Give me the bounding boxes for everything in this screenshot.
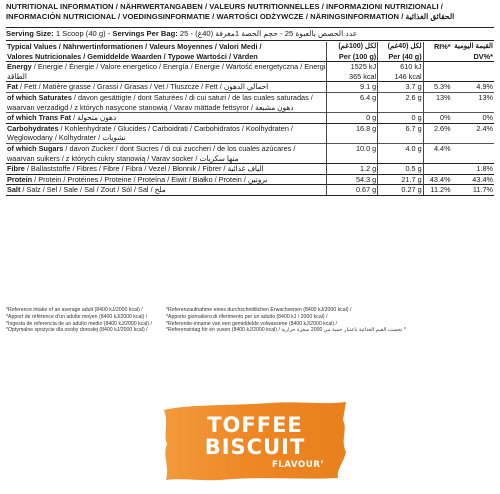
per100-value: 1.2 g (360, 164, 377, 174)
per40-cell (378, 62, 423, 82)
table-row (6, 92, 494, 112)
note-right-1: *Referenzaufnahme eines durchschnittlichen Erwachsenen (8400 kJ/2000 kcal) / (166, 307, 352, 313)
per40-value: 146 kcal (394, 71, 422, 81)
per40-cell (378, 143, 423, 163)
header-line-2: INFORMACIÓN NUTRICIONAL / VOEDINGSINFORMATIE / WARTOŚCI ODŻYWCZE / NÄRINGSINFORMATION / الحقائق الغذائية (6, 12, 455, 21)
table-row (6, 174, 494, 185)
per40-cell (378, 185, 423, 196)
per100-value: 16.8 g (355, 123, 377, 133)
serving-info (6, 27, 494, 41)
nutrient-translations-extra: waarvan verzadigd / z których nasycone stanowią / Varav mättade fettsyror / دهون مشبعة (7, 102, 294, 112)
note-left-1: *Reference intake of an average adult (8400 kJ/2000 kcal) / (6, 307, 143, 313)
nutrient-translations: / davon Zucker / dont Sucres / di cui zuccheri / de los cuales azúcares / (63, 143, 296, 153)
column-header-per40: لكل (40غم) Per (40 g) (378, 42, 423, 62)
per100-cell (327, 82, 378, 93)
per40-cell (378, 113, 423, 124)
table-row (6, 123, 494, 143)
nutrient-translations-extra: Węglowodany / Kolhydrater / نشويات (7, 133, 126, 143)
per100-cell (327, 174, 378, 185)
ri-percent: 5.3% (423, 82, 451, 93)
nutrient-translations: / Fett / Matière grasse / Grassi / Grasas / Vet / Tłuszcze / Fett / احمالي الدهون (17, 82, 269, 92)
column-header-ri: RI%* (423, 42, 451, 62)
nutrient-name-cell (6, 164, 327, 175)
nutrient-name-cell (6, 123, 327, 143)
dv-percent: 1.8% (452, 164, 494, 175)
per40-cell (378, 92, 423, 112)
per40-cell (378, 123, 423, 143)
nutrient-name: Fibre (7, 164, 25, 174)
nutrient-name-cell (6, 113, 327, 124)
nutrient-name: Protein (7, 174, 33, 184)
nutrient-name: Energy (7, 62, 32, 72)
per40-cell (378, 164, 423, 175)
nutrient-name: of which Trans Fat (7, 113, 72, 123)
servings-per-bag-value: 25 - عدد الحصص بالعبوة 25 - حجم الحصة 1مغرفة (40غ) (179, 29, 358, 38)
dv-percent (452, 143, 494, 163)
note-right-3: *Referentie-inname van een gemiddelde volwassene (8400 kJ/2000 kcal) / (166, 320, 338, 327)
per100-value: 0 g (366, 113, 377, 123)
per100-cell (327, 143, 378, 163)
ri-percent: 0% (423, 113, 451, 124)
reference-notes (6, 307, 494, 334)
ri-percent (423, 62, 451, 82)
header-line-1: NUTRITIONAL INFORMATION / NÄHRWERTANGABEN / VALEURS NUTRITIONNELLES / INFORMAZIONI NUTRIZIONALI / (6, 2, 443, 11)
nutrient-translations: / Kohlenhydrate / Glucides / Carboidrati / Carbohidratos / Koolhydraten / (58, 123, 293, 133)
table-row (6, 82, 494, 93)
dv-percent: 0% (452, 113, 494, 124)
note-right-2: *Apporto giornaliero di riferimento per un adulto (8400 kJ / 2000 kcal) / (166, 313, 328, 320)
per100-cell (327, 164, 378, 175)
per40-value: 0.5 g (405, 164, 422, 174)
serving-size-label: Serving Size: (6, 29, 54, 38)
per100-value: 365 kcal (349, 71, 377, 81)
ri-percent (423, 164, 451, 175)
flavour-name-line-1: TOFFEE (207, 413, 303, 437)
per100-value: 0.67 g (355, 185, 377, 195)
per40-value: 0 g (411, 113, 422, 123)
per40-cell (378, 174, 423, 185)
column-header-per100: لكل (100غم) Per (100 g) (327, 42, 378, 62)
nutrient-translations-extra: waarvan suikers / z których cukry stanowią / Varav socker / منها سكريات (7, 153, 239, 163)
per100-cell (327, 92, 378, 112)
nutrient-translations: / Ballaststoffe / Fibres / Fibre / Fibra / Vezel / Błonnik / Fibrer / الياف غذائية (24, 164, 264, 174)
flavour-badge (160, 400, 350, 482)
per40-value: 610 kJ (400, 62, 422, 72)
dv-percent: 11.7% (452, 185, 494, 196)
nutrition-table (6, 42, 494, 196)
nutrient-translations: / Energie / Énergie / Valore energetico / Energía / Energie / Wartość energetyczna / Energi (31, 62, 326, 72)
nutrient-name-cell (6, 174, 327, 185)
nutrient-name-cell (6, 143, 327, 163)
per40-value: 2.6 g (405, 92, 422, 102)
per100-value: 9.1 g (360, 82, 377, 92)
nutrient-name: Salt (7, 185, 21, 195)
per100-cell (327, 62, 378, 82)
per100-value: 6.4 g (360, 92, 377, 102)
table-row (6, 164, 494, 175)
dv-percent: 2.4% (452, 123, 494, 143)
nutrient-translations: / Salz / Sel / Sale / Sal / Zout / Sól / Sal / ملح (20, 185, 166, 195)
dv-percent: 43.4% (452, 174, 494, 185)
note-left-4: *Optymalne spożycie dla osoby dorosłej (8400 kJ/2000 kcal) / (6, 327, 148, 334)
nutrition-header (6, 2, 494, 22)
per100-value: 10.0 g (355, 143, 377, 153)
nutrient-name: of which Sugars (7, 143, 64, 153)
note-left-2: *Apport de référence d'un adulte moyen (8400 kJ/2000 kcal) / (6, 313, 148, 320)
per100-value: 1525 kJ (350, 62, 377, 72)
nutrient-translations: / davon gesättigte / dont Saturées / di cui saturi / de las cuales saturadas / (71, 92, 313, 102)
dv-percent: 4.9% (452, 82, 494, 93)
nutrient-translations: / دهون متحولة (71, 113, 117, 123)
serving-size-value: 1 Scoop (40 g) - (55, 29, 113, 38)
table-row (6, 62, 494, 82)
per40-value: 0.27 g (401, 185, 422, 195)
nutrient-name: of which Saturates (7, 92, 72, 102)
per100-value: 54.3 g (355, 174, 377, 184)
nutrient-name: Fat (7, 82, 18, 92)
nutrient-name-cell (6, 82, 327, 93)
table-row (6, 113, 494, 124)
nutrient-name-cell (6, 62, 327, 82)
ri-percent: 43.4% (423, 174, 451, 185)
flavour-name-line-2: BISCUIT (204, 435, 306, 459)
table-row (6, 185, 494, 196)
per40-value: 21.7 g (401, 174, 422, 184)
per40-cell (378, 82, 423, 93)
note-left-3: *Ingesta de referencia de un adulto medio (8400 kJ/2000 kcal) / (6, 320, 152, 327)
nutrient-name: Carbohydrates (7, 123, 59, 133)
nutrient-name-cell (6, 92, 327, 112)
nutrient-translations: / Protein / Protéines / Proteine / Proteína / Eiwit / Białko / Protein / بروتين (32, 174, 268, 184)
ri-percent: 4.4% (423, 143, 451, 163)
ri-percent: 11.2% (423, 185, 451, 196)
dv-percent: 13% (452, 92, 494, 112)
nutrient-translations-extra: الطاقة (7, 71, 27, 81)
per40-value: 3.7 g (405, 82, 422, 92)
nutrient-name-cell (6, 185, 327, 196)
flavour-label: FLAVOUR’ (272, 460, 325, 470)
nutrition-rows (6, 62, 494, 196)
per100-cell (327, 123, 378, 143)
ri-percent: 13% (423, 92, 451, 112)
per100-cell (327, 113, 378, 124)
table-header-row (6, 42, 494, 62)
ri-percent: 2.6% (423, 123, 451, 143)
table-row (6, 143, 494, 163)
column-header-values: Typical Values / Nährwertinformationen / Valeurs Moyennes / Valori Medi / Valores Nutricionales / Gemiddelde Waarden / Typowe Wartości / Värden (7, 42, 262, 61)
servings-per-bag-label: Servings Per Bag: (112, 29, 178, 38)
dv-percent (452, 62, 494, 82)
per100-cell (327, 185, 378, 196)
per40-value: 6.7 g (405, 123, 422, 133)
per40-value: 4.0 g (405, 143, 422, 153)
column-header-dv: القيمة اليومية DV%* (454, 43, 493, 61)
note-right-4: *Referensintag för en vuxen (8400 kJ/2000 kcal) / تحسب القيم الغذائية باعتبار حمية من 2000 سعرة حرارية * (166, 327, 406, 334)
